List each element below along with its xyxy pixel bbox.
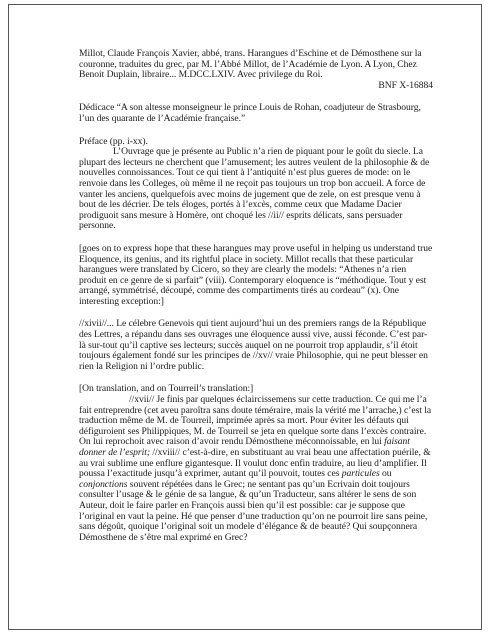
translation-text-4: souvent répétées dans le Grec; ne sentant pas qu’un Ecrivain doit toujours consulter l’usage & le génie de sa langue, & qu’un Traducteur, sans altérer le sens de son Auteur, doit le faire parler en François aussi bien qu’il est possible: car je suppose que l’original en vaut la peine. Hé que penser d’une traduction qu’on ne pourroit lire sans peine, sans dégoût, quoique l’original soit un modele d’élégance & de beauté? Qui soupçonnera Démosthene de s’être mal exprimé en Grec? [79,478,428,543]
dedication: Dédicace “A son altesse monseigneur le prince Louis de Rohan, coadjuteur de Strasbourg, l’un des quarante de l’Académie française.” [79,102,421,124]
call-number: BNF X-16884 [378,79,433,91]
translation-text-3: ou [379,468,392,480]
preface-heading: Préface (pp. i-xx). [79,135,148,147]
translation-heading: [On translation, and on Tourreil’s translation:] [79,383,254,395]
document-body [79,49,433,543]
translation-italic-3: conjonctions [79,478,128,490]
translation-text-1: //xvii// Je finis par quelques éclaircissemens sur cette traduction. Ce qui me l’a fait entreprendre (cet aveu paroîtra sans doute téméraire, mais la vérité me l’arrache,) c’est la traduction même de M. de Tourreil, imprimée après sa mort. Pour éviter les défauts qui défiguroient ses Philippiques, M. de Tourreil se jeta en quelque sorte dans l’excès contraire. On lui reprochoit avec raison d’avoir rendu Démosthene méconnoissable, en lui [79,394,432,448]
genevois-quote: //xivii//... Le célebre Genevois qui tient aujourd’hui un des premiers rangs de la République des Lettres, a répandu dans ses ouvrages une éloquence aussi vive, aussi féconde. C’est par-là sur-tout qu’il captive ses lecteurs; succès auquel on ne pourroit trop applaudir, s’il étoit toujours également fondé sur les principes de //xv// vraie Philosophie, qui ne peut blesser en rien la Religion ni l’ordre public. [79,318,428,372]
translation-paragraph [79,395,433,543]
preface-paragraph: L’Ouvrage que je présente au Public n’a rien de piquant pour le goût du siecle. La plupart des lecteurs ne cherchent que l’amusement; les autres veulent de la philosophie & de nouvelles connoissances. Tout ce qui tient à l’antiquité n’est plus gueres de mode: on le renvoie dans les Colleges, où même il ne reçoit pas toujours un trop bon accueil. A force de vanter les anciens, quelquefois avec moins de jugement que de zele, on est presque venu à bout de les décrier. De tels éloges, portés à l’excès, comme ceux que Madame Dacier prodiguoit sans mesure à Homère, ont choqué les //ii// esprits délicats, sans persuader personne. [79,146,430,232]
translation-text-2: //xviii// c’est-à-dire, en substituant au vrai beau une affectation puérile, & au vrai sublime une enflure gigantesque. Il voulut donc enfin traduire, au lieu d’amplifier. Il poussa l’exactitude jusqu’à exprimer, autant qu’il pouvoit, toutes ces [79,447,431,480]
document-page [8,4,482,630]
translation-italic-1: faisant donner de l’esprit; [79,436,410,458]
citation-text: Millot, Claude François Xavier, abbé, trans. Harangues d’Eschine et de Démosthene sur la couronne, traduites du grec, par M. l’Abbé Millot, de l’Académie de Lyon. A Lyon, Chez Benoit Duplain, libraire... M.DCC.LXIV. Avec privilege du Roi. [79,48,422,81]
translation-italic-2: particules [341,468,380,480]
summary-paragraph: [goes on to express hope that these harangues may prove useful in helping us understand true Eloquence, its genius, and its rightful place in society. Millot recalls that these particular harangues were translated by Cicero, so they are clearly the models: “Athenes n’a rien produit en ce genre de si parfait” (viii). Contemporary eloquence is “méthodique. Tout y est arrangé, symmétrisé, découpé, comme des compartiments tirés au cordeau” (x). One interesting exception:] [79,242,433,307]
